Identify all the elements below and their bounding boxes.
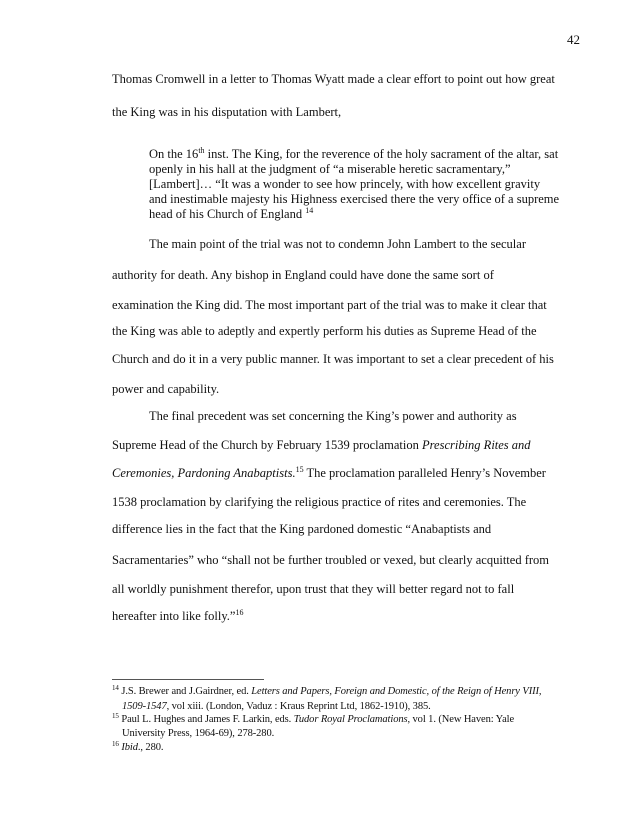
footnote-ref-14[interactable]: 14 xyxy=(305,206,314,215)
quote-line-2: openly in his hall at the judgment of “a miserable heretic sacramentary,” xyxy=(149,162,511,176)
footnote-text: ., 280. xyxy=(137,742,164,753)
para2-line-6: Sacramentaries” who “shall not be further troubled or vexed, but clearly acquitted from xyxy=(112,553,549,567)
ordinal-suffix: th xyxy=(198,146,205,155)
para2-line-5: difference lies in the fact that the King pardoned domestic “Anabaptists and xyxy=(112,522,492,536)
footnote-14-cont xyxy=(122,701,431,712)
page-number: 42 xyxy=(567,32,580,47)
quote-line-3: [Lambert]… “It was a wonder to see how princely, with how excellent gravity xyxy=(149,177,541,191)
intro-line-2: the King was in his disputation with Lambert, xyxy=(112,105,342,119)
para1-line-4: the King was able to adeptly and expertly perform his duties as Supreme Head of the xyxy=(112,324,537,338)
footnote-text: , vol 1. (New Haven: Yale xyxy=(407,714,515,725)
para2-line-7: all worldly punishment therefor, upon trust that they will better regard not to fall xyxy=(112,582,515,596)
para1-line-2: authority for death. Any bishop in England could have done the same sort of xyxy=(112,268,494,282)
quote-text: inst. The King, for the reverence of the holy sacrament of the altar, sat xyxy=(204,147,559,161)
footnote-text: , vol xiii. (London, Vaduz : Kraus Reprint Ltd, 1862-1910), 385. xyxy=(166,701,431,712)
footnote-separator xyxy=(112,679,264,680)
footnote-title: 1509-1547 xyxy=(122,701,167,712)
para2-line-2 xyxy=(112,438,531,453)
footnote-ref-16[interactable]: 16 xyxy=(235,608,244,617)
footnote-15-cont: University Press, 1964-69), 278-280. xyxy=(122,728,275,739)
para1-line-3: examination the King did. The most important part of the trial was to make it clear that xyxy=(112,298,547,312)
footnote-title: Letters and Papers, Foreign and Domestic, of the Reign of Henry VIII, xyxy=(251,686,542,697)
para1-line-6: power and capability. xyxy=(112,382,220,396)
proclamation-title: Ceremonies, Pardoning Anabaptists. xyxy=(112,466,296,480)
footnote-title: Ibid xyxy=(121,742,138,753)
footnote-16 xyxy=(112,742,163,753)
para2-line-8 xyxy=(112,609,243,624)
footnote-text: J.S. Brewer and J.Gairdner, ed. xyxy=(118,686,252,697)
footnote-number: 14 xyxy=(112,684,119,692)
footnote-number: 15 xyxy=(112,712,119,720)
footnote-15 xyxy=(112,714,514,725)
quote-line-1 xyxy=(149,147,558,162)
footnote-title: Tudor Royal Proclamations xyxy=(293,714,408,725)
footnote-number: 16 xyxy=(112,740,119,748)
para2-line-3 xyxy=(112,466,546,481)
proclamation-title: Prescribing Rites and xyxy=(422,438,531,452)
footnote-ref-15[interactable]: 15 xyxy=(295,465,304,474)
footnote-14 xyxy=(112,686,541,697)
para-text: Supreme Head of the Church by February 1539 proclamation xyxy=(112,438,422,452)
para-text: The proclamation paralleled Henry’s November xyxy=(303,466,546,480)
para1-line-5: Church and do it in a very public manner. It was important to set a clear precedent of his xyxy=(112,352,554,366)
para2-line-4: 1538 proclamation by clarifying the religious practice of rites and ceremonies. The xyxy=(112,495,527,509)
para2-line-1: The final precedent was set concerning the King’s power and authority as xyxy=(149,409,517,423)
quote-line-4: and inestimable majesty his Highness exercised there the very office of a supreme xyxy=(149,192,560,206)
quote-line-5 xyxy=(149,207,313,222)
footnote-text: Paul L. Hughes and James F. Larkin, eds. xyxy=(118,714,294,725)
intro-line-1: Thomas Cromwell in a letter to Thomas Wyatt made a clear effort to point out how great xyxy=(112,72,555,86)
para-text: hereafter into like folly.” xyxy=(112,609,236,623)
quote-text: head of his Church of England xyxy=(149,207,306,221)
para1-line-1: The main point of the trial was not to condemn John Lambert to the secular xyxy=(149,237,526,251)
quote-text: On the 16 xyxy=(149,147,199,161)
